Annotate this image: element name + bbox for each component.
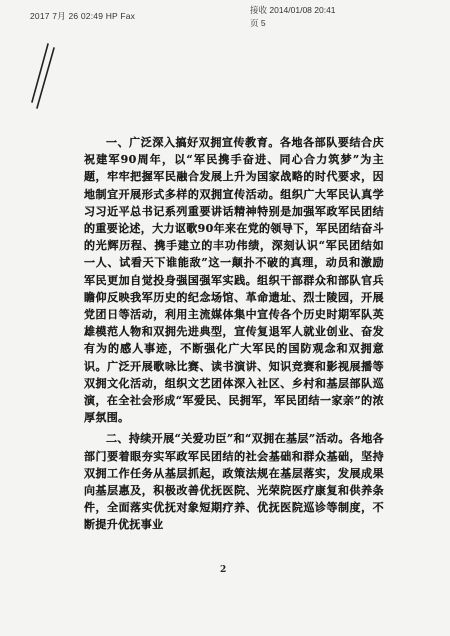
fax-received-time: 接收 2014/01/08 20:41 (250, 5, 336, 15)
fax-page-indicator: 页 5 (250, 18, 266, 28)
paragraph-two-text: 各地各部门要着眼夯实军政军民团结的社会基础和群众基础，坚持双拥工作任务从基层抓起，政策法规在基层落实，发展成果向基层惠及，积极改善优抚医院、光荣院医疗康复和供养条件，全面落实优抚对象短期疗养、优抚医院巡诊等制度，不断提升优抚事业 (84, 432, 384, 532)
paragraph-one (84, 134, 384, 426)
paragraph-one-heading: 一、广泛深入搞好双拥宣传教育。 (106, 136, 280, 149)
paragraph-two-heading: 二、持续开展“关爱功臣”和“双拥在基层”活动。 (106, 432, 350, 446)
document-body (84, 134, 384, 538)
paragraph-two (84, 430, 384, 533)
page-number: 2 (220, 565, 227, 575)
handwritten-margin-mark (28, 42, 58, 112)
fax-header-right (250, 4, 400, 30)
paragraph-one-text: 各地各部队要结合庆祝建军90周年，以“军民携手奋进、同心合力筑梦”为主题，牢牢把握军民融合发展上升为国家战略的时代要求，因地制宜开展形式多样的双拥宣传活动。组织广大军民认真学习习近平总书记系列重要讲话精神特别是加强军政军民团结的重要论述，大力讴歌90年来在党的领导下，军民团结奋斗的光辉历程、携手建立的丰功伟绩，深刻认识“军民团结如一人、试看天下谁能敌”这一颠扑不破的真理，动员和激励军民更加自觉投身强国强军实践。组织干部群众和部队官兵瞻仰反映我军历史的纪念场馆、革命遗址、烈士陵园，开展党团日等活动，利用主流媒体集中宣传各个历史时期军队英雄模范人物和双拥先进典型，宣传复退军人就业创业、奋发有为的感人事迹，不断强化广大军民的国防观念和双拥意识。广泛开展歌咏比赛、读书演讲、知识竞赛和影视展播等双拥文化活动，组织文艺团体深入社区、乡村和基层部队巡演，在全社会形成“军爱民、民拥军，军民团结一家亲”的浓厚氛围。 (84, 136, 385, 425)
fax-header-left: 2017 7月 26 02:49 HP Fax (30, 11, 136, 21)
